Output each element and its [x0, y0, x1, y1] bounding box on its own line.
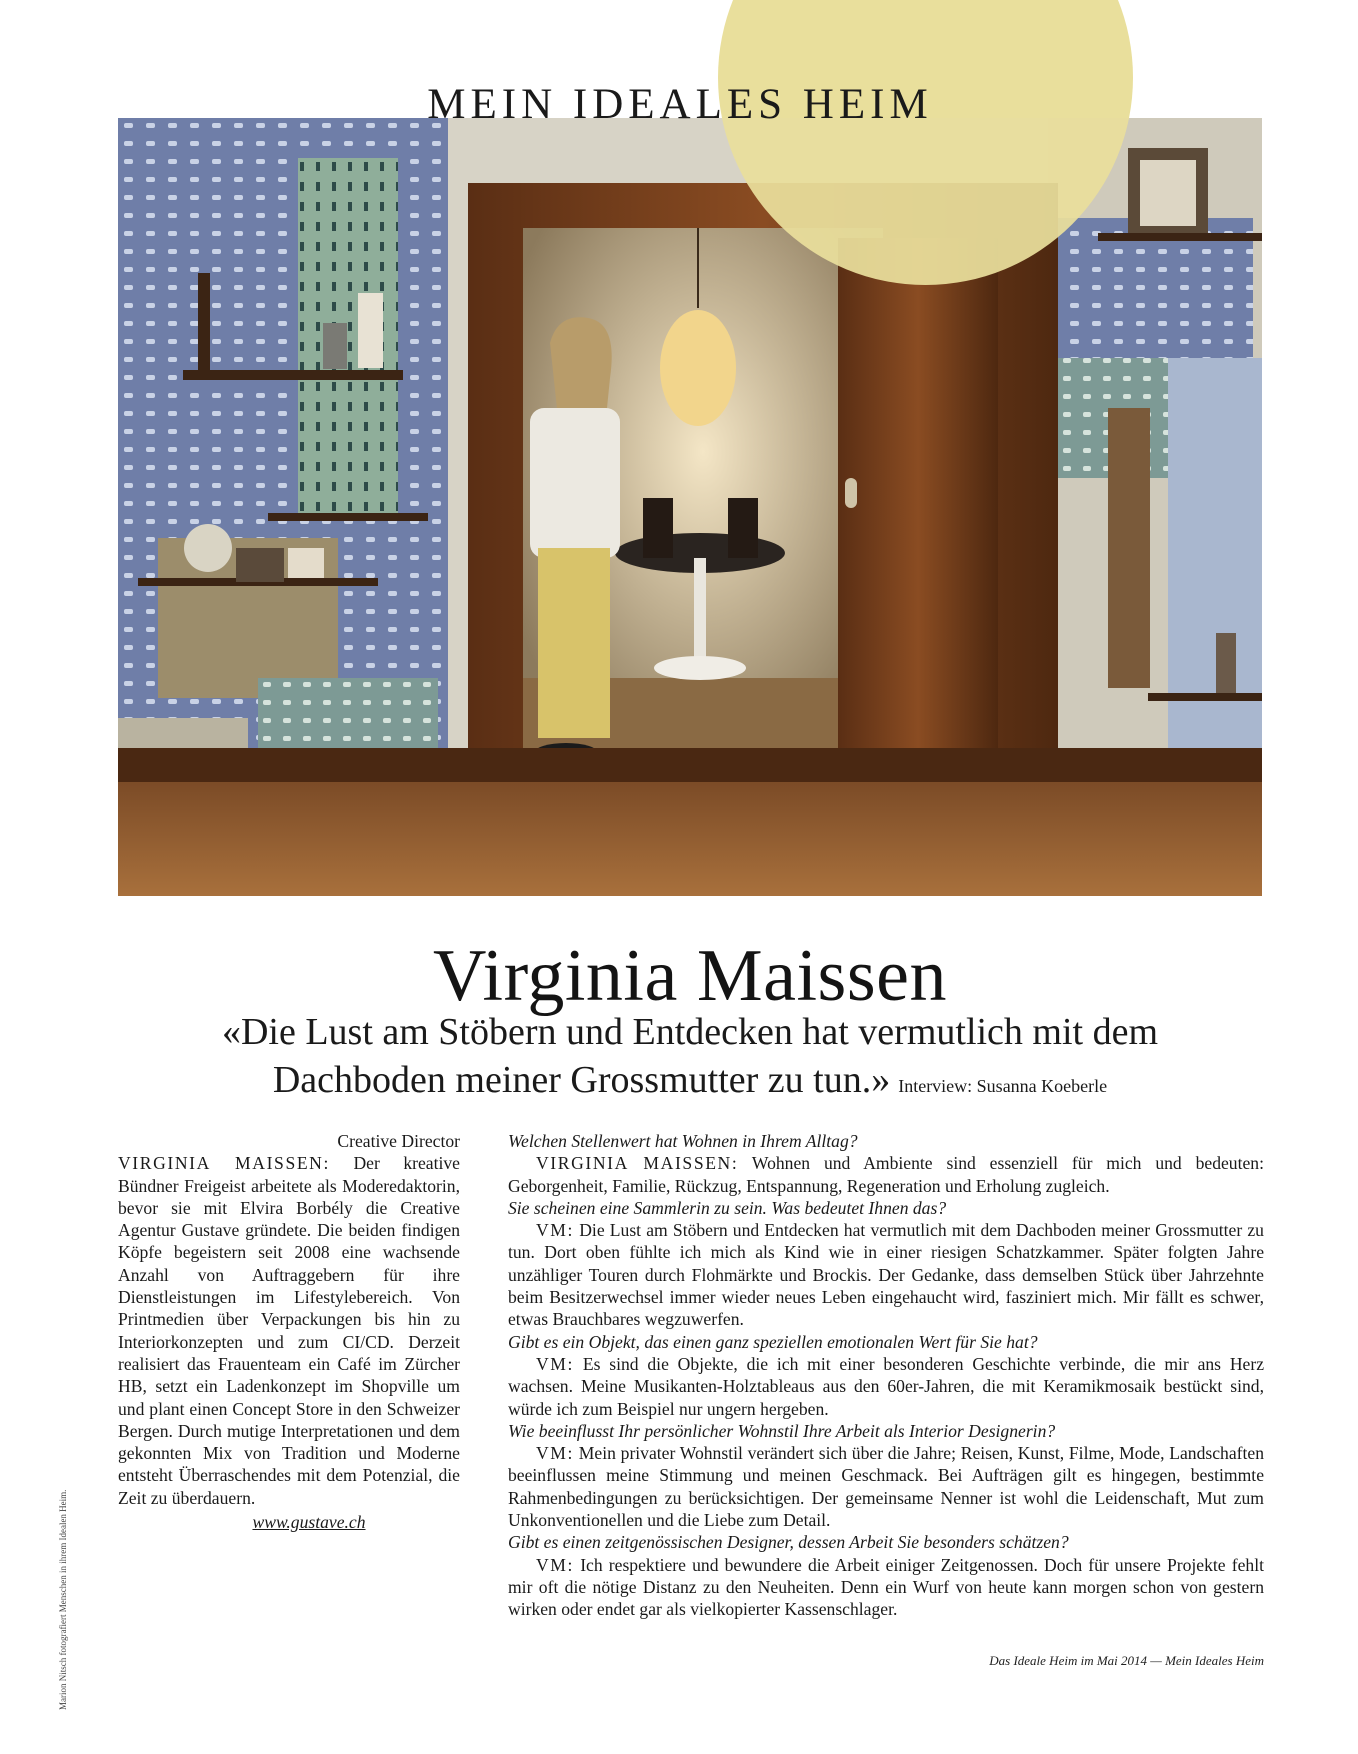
answer-4 [508, 1442, 1264, 1531]
answer-3 [508, 1353, 1264, 1420]
question-1: Welchen Stellenwert hat Wohnen in Ihrem Alltag? [508, 1131, 858, 1151]
pull-quote [140, 1008, 1240, 1110]
answer-2 [508, 1219, 1264, 1330]
hero-photo [118, 118, 1262, 896]
answer-lead: VM: [536, 1220, 575, 1241]
intro-column [118, 1130, 460, 1533]
answer-text: Ich respektiere und bewundere die Arbeit einiger Zeitgenossen. Doch für unsere Projekte fehlt mir oft die nötige Distanz zu den Neuheiten. Denn ein Wurf von heute kann morgen schon von gestern wirken oder endet gar als vielkopierter Kassenschlager. [508, 1554, 1264, 1620]
question-2: Sie scheinen eine Sammlerin zu sein. Was bedeutet Ihnen das? [508, 1197, 947, 1218]
question-5: Gibt es einen zeitgenössischen Designer, dessen Arbeit Sie besonders schätzen? [508, 1532, 1069, 1553]
answer-text: Wohnen und Ambiente sind essenziell für mich und bedeuten: Geborgenheit, Familie, Rückzug, Entspannung, Regeneration und Erholung zugleich. [508, 1153, 1264, 1196]
answer-lead: VM: [536, 1554, 575, 1575]
website-link[interactable]: www.gustave.ch [252, 1512, 366, 1533]
intro-role: Creative Director [337, 1131, 460, 1151]
answer-text: Es sind die Objekte, die ich mit einer besonderen Geschichte verbinde, die mir ans Herz wachsen. Meine Musikanten-Holztableaus aus den 60er-Jahren, die mit Keramikmosaik bestückt sind, würde ich zum Beispiel nur ungern hergeben. [508, 1353, 1265, 1419]
quote-text: «Die Lust am Stöbern und Entdecken hat vermutlich mit dem Dachboden meiner Grossmutter zu tun.» [221, 1011, 1159, 1101]
answer-1 [508, 1152, 1264, 1197]
answer-lead: VM: [536, 1353, 575, 1374]
question-4: Wie beeinflusst Ihr persönlicher Wohnstil Ihre Arbeit als Interior Designerin? [508, 1420, 1056, 1441]
answer-5 [508, 1554, 1264, 1621]
question-3: Gibt es ein Objekt, das einen ganz speziellen emotionalen Wert für Sie hat? [508, 1331, 1038, 1352]
answer-text: Die Lust am Stöbern und Entdecken hat vermutlich mit dem Dachboden meiner Grossmutter zu tun. Dort oben fühlte ich mich als Kind wie in einer riesigen Schatzkammer. Später folgten Jahre unzähliger Touren durch Flohmärkte und Brockis. Der Gedanke, dass demselben Stück über Jahrzehnte beim Besitzerwechsel immer wieder neues Leben eingehaucht wird, fasziniert mich. Mir fällt es schwer, etwas Brauchbares wegzuwerfen. [508, 1220, 1264, 1330]
page-footer: Das Ideale Heim im Mai 2014 — Mein Ideales Heim [989, 1653, 1264, 1668]
answer-lead: VM: [536, 1443, 575, 1464]
interior-illustration [118, 118, 1262, 896]
photo-credit: Marion Nitsch fotografiert Menschen in ihrem Idealen Heim. [58, 1489, 68, 1710]
intro-text: Der kreative Bündner Freigeist arbeitete als Moderedaktorin, bevor sie mit Elvira Borbély die Creative Agentur Gustave gründete. Die beiden findigen Köpfe begeistern seit 2008 eine wachsende Anzahl von Auftraggebern für ihre Dienstleistungen im Lifestylebereich. Von Printmedien über Verpackungen bis hin zu Interiorkonzepten und zum CI/CD. Derzeit realisiert das Frauenteam ein Café im Zürcher HB, setzt ein Ladenkonzept im Shopville um und plant einen Concept Store in den Schweizer Bergen. Durch mutige Interpretationen und dem gekonnten Mix von Tradition und Moderne entsteht Überraschendes mit dem Potenzial, die Zeit zu überdauern. [118, 1153, 460, 1508]
interview-column [508, 1130, 1264, 1621]
intro-name: VIRGINIA MAISSEN: [118, 1153, 330, 1174]
section-title: MEIN IDEALES HEIM [427, 81, 933, 128]
answer-text: Mein privater Wohnstil verändert sich über die Jahre; Reisen, Kunst, Filme, Mode, Landschaften beeinflussen meine Stimmung und meinen Geschmack. Bei Aufträgen gilt es hingegen, bestimmte Rahmenbedingungen zu berücksichtigen. Der gemeinsame Nenner ist wohl die Leidenschaft, Mut zum Unkonventionellen und die Liebe zum Detail. [508, 1443, 1265, 1531]
answer-lead: VIRGINIA MAISSEN: [536, 1153, 739, 1174]
byline: Interview: Susanna Koeberle [898, 1076, 1108, 1096]
headline: Virginia Maissen [433, 935, 947, 1017]
